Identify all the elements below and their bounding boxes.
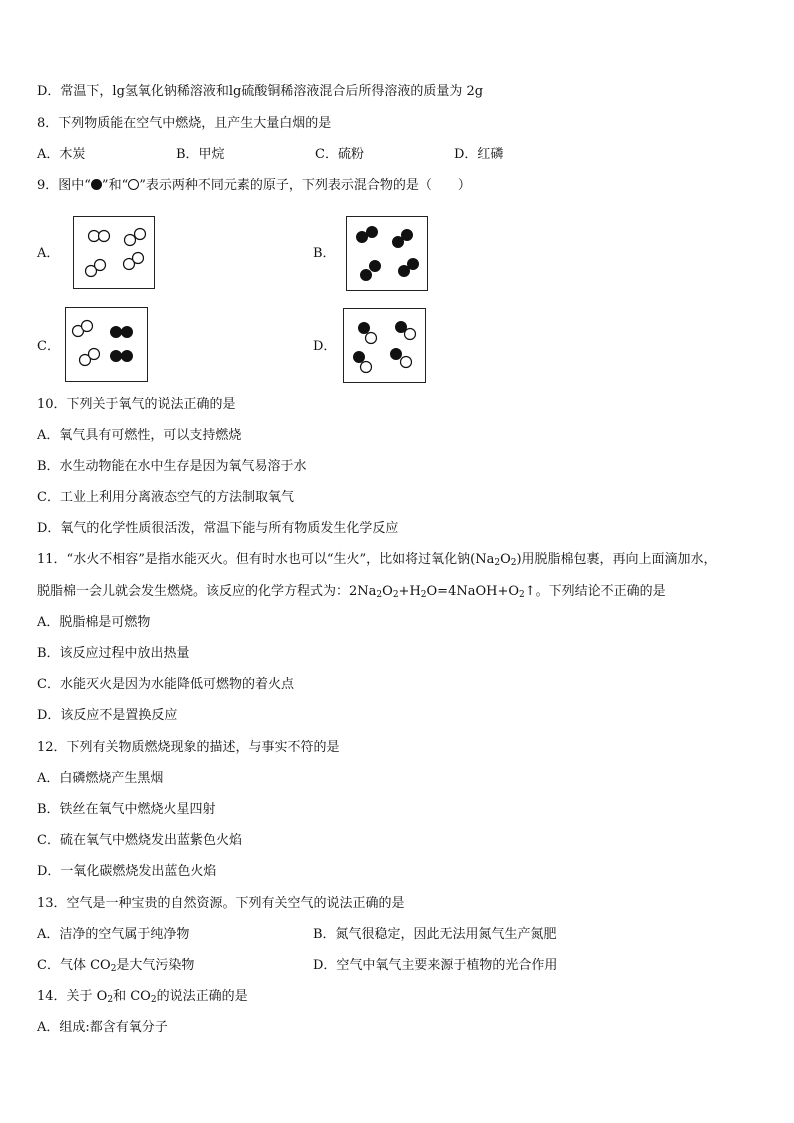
- q11-l2-s4: 2: [519, 590, 525, 600]
- q11-l2-t2: +H: [398, 584, 421, 599]
- q12-option-a: A．白磷燃烧产生黑烟: [37, 771, 164, 786]
- q8-option-a: A．木炭: [37, 147, 86, 162]
- q11-l2-s1: 2: [376, 590, 383, 600]
- q14-stem-pre: 14．关于 O: [37, 989, 108, 1004]
- q11-l2-pre: 脱脂棉一会儿就会发生燃烧。该反应的化学方程式为：2Na: [37, 584, 377, 599]
- q12-option-d: D．一氧化碳燃烧发出蓝色火焰: [37, 864, 217, 879]
- q11-option-d: D．该反应不是置换反应: [37, 708, 178, 723]
- q14-option-a: A．组成:都含有氧分子: [37, 1020, 168, 1035]
- q11-stem-line2: [37, 584, 666, 600]
- molecule-diagram-d: [344, 309, 425, 382]
- q11-l2-s2: 2: [392, 590, 399, 600]
- q14-stem-sub2: 2: [150, 995, 157, 1005]
- q11-l2-t3: O=4NaOH+O: [426, 584, 520, 599]
- q11-stem-line1: [37, 552, 717, 568]
- q14-stem-post: 的说法正确的是: [156, 989, 248, 1004]
- q11-l2-t4: ↑。下列结论不正确的是: [524, 584, 666, 599]
- q11-l1-sub1: 2: [494, 558, 501, 568]
- q9-stem-prefix: 9．图中“: [37, 178, 91, 193]
- q11-l2-t1: O: [382, 584, 393, 599]
- q11-l1-post: )用脱脂棉包裹，再向上面滴加水，: [516, 552, 717, 567]
- q9-label-d: D．: [313, 339, 337, 354]
- q9-figure-c: [65, 307, 148, 382]
- q11-l1-sub2: 2: [510, 558, 517, 568]
- black-atom-icon: [91, 179, 102, 190]
- q12-option-b: B．铁丝在氧气中燃烧火星四射: [37, 802, 216, 817]
- molecule-diagram-c: [66, 308, 147, 381]
- q8-option-c: C．硫粉: [315, 147, 364, 162]
- q9-label-a: A．: [37, 246, 60, 261]
- q12-option-c: C．硫在氧气中燃烧发出蓝紫色火焰: [37, 833, 242, 848]
- q9-stem-suffix: ”表示两种不同元素的原子，下列表示混合物的是（ ）: [139, 178, 471, 193]
- q14-stem-mid: 和 CO: [113, 989, 151, 1004]
- q14-stem: [37, 989, 248, 1005]
- q13-stem: 13．空气是一种宝贵的自然资源。下列有关空气的说法正确的是: [37, 896, 405, 911]
- q7-option-d: D．常温下，lg氢氧化钠稀溶液和lg硫酸铜稀溶液混合后所得溶液的质量为 2g: [37, 84, 484, 99]
- q11-option-a: A．脱脂棉是可燃物: [37, 615, 151, 630]
- molecule-diagram-b: [347, 217, 427, 290]
- q13-option-d: D．空气中氧气主要来源于植物的光合作用: [313, 958, 558, 973]
- q11-l2-s3: 2: [420, 590, 427, 600]
- q9-stem: [37, 178, 471, 194]
- q9-stem-mid: ”和“: [101, 178, 129, 193]
- q9-figure-b: [346, 216, 428, 291]
- q13-c-post: 是大气污染物: [116, 958, 195, 973]
- q13-c-pre: C．气体 CO: [37, 958, 111, 973]
- q9-figure-d: [343, 308, 426, 383]
- q13-option-a: A．洁净的空气属于纯净物: [37, 927, 190, 942]
- q8-option-d: D．红磷: [454, 147, 504, 162]
- q8-option-b: B．甲烷: [176, 147, 225, 162]
- q9-label-c: C．: [37, 339, 60, 354]
- q10-option-a: A．氧气具有可燃性，可以支持燃烧: [37, 428, 242, 443]
- q10-option-d: D．氧气的化学性质很活泼，常温下能与所有物质发生化学反应: [37, 521, 399, 536]
- q11-option-c: C．水能灭火是因为水能降低可燃物的着火点: [37, 677, 294, 692]
- q13-option-c: [37, 958, 194, 974]
- q13-option-b: B．氮气很稳定，因此无法用氮气生产氮肥: [313, 927, 557, 942]
- white-atom-icon: [128, 179, 139, 190]
- q8-stem: 8．下列物质能在空气中燃烧，且产生大量白烟的是: [37, 116, 332, 131]
- q10-option-c: C．工业上利用分离液态空气的方法制取氧气: [37, 490, 294, 505]
- q9-figure-a: [73, 216, 155, 289]
- q12-stem: 12．下列有关物质燃烧现象的描述，与事实不符的是: [37, 740, 340, 755]
- q10-stem: 10．下列关于氧气的说法正确的是: [37, 397, 236, 412]
- q14-stem-sub1: 2: [107, 995, 114, 1005]
- molecule-diagram-a: [74, 217, 154, 288]
- q9-label-b: B．: [313, 246, 336, 261]
- q10-option-b: B．水生动物能在水中生存是因为氧气易溶于水: [37, 459, 307, 474]
- q11-l1-mid: O: [500, 552, 511, 567]
- q13-c-sub: 2: [110, 964, 117, 974]
- q11-option-b: B．该反应过程中放出热量: [37, 646, 190, 661]
- q11-l1-pre: 11．“水火不相容”是指水能灭火。但有时水也可以“生火”，比如将过氧化钠(Na: [37, 552, 495, 567]
